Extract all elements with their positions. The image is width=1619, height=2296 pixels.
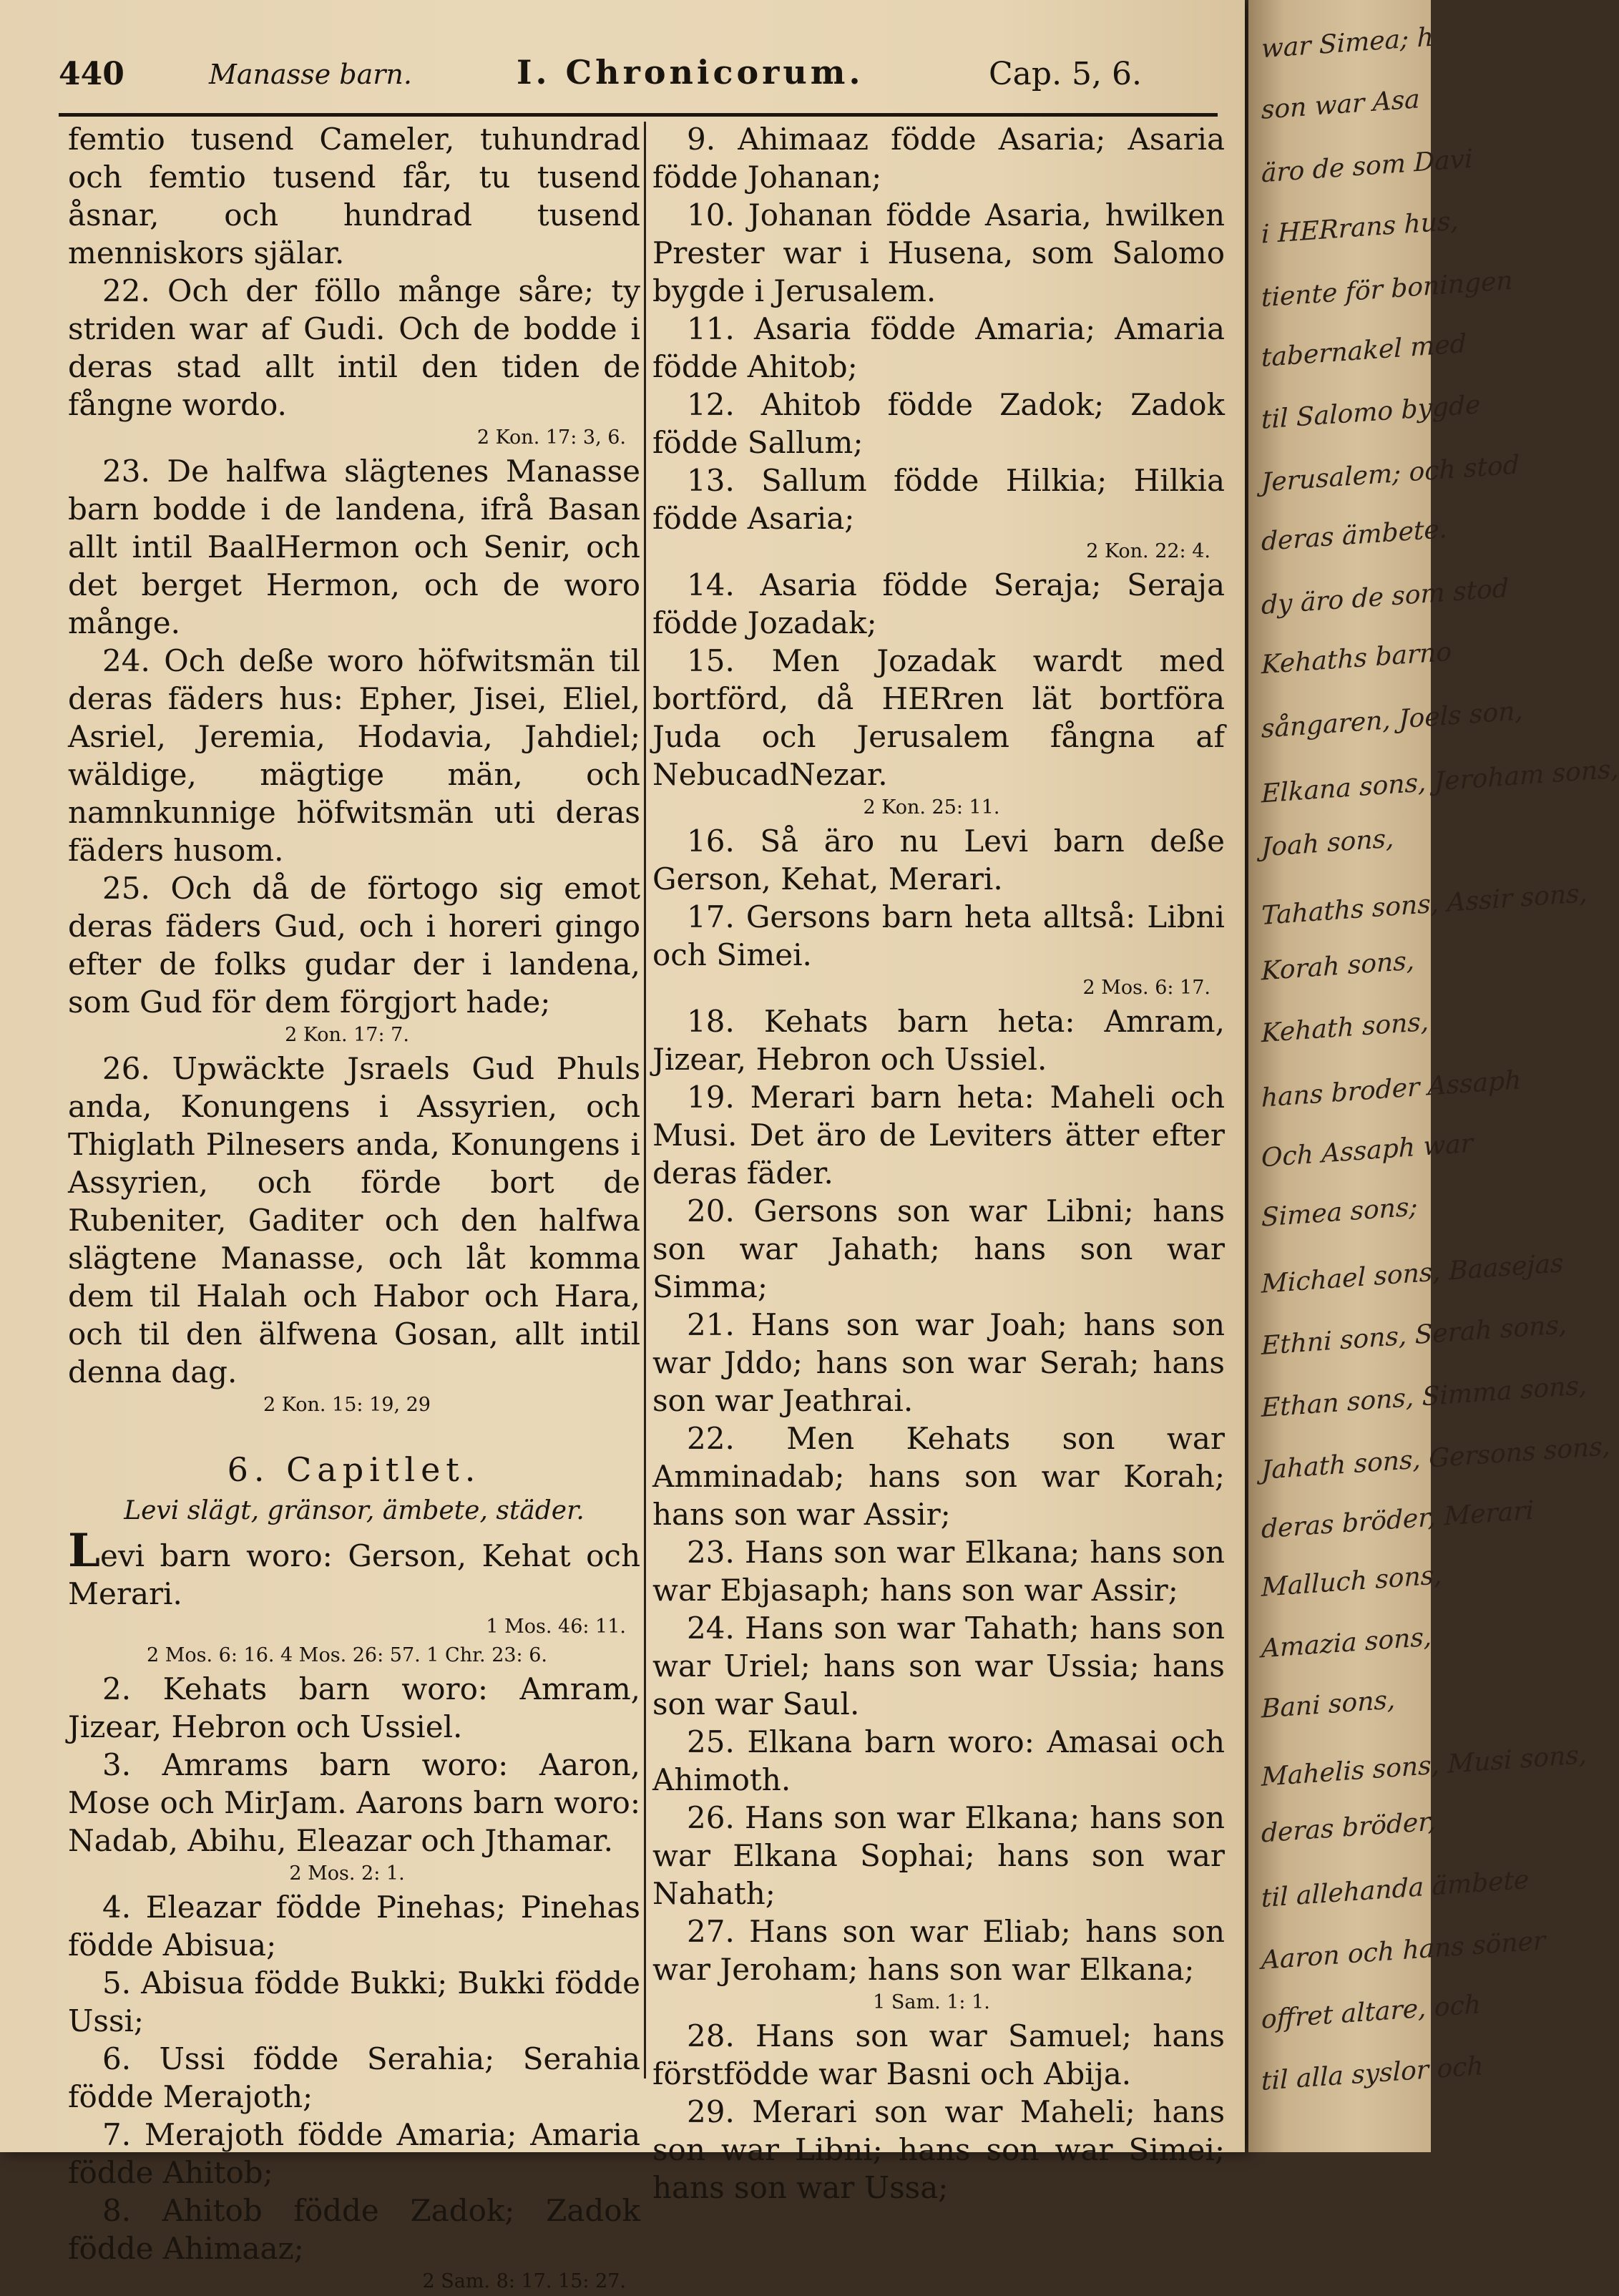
verse-17: 17. Gersons barn heta alltså: Libni och Simei. bbox=[652, 899, 1225, 972]
verse-5: 5. Abisua födde Bukki; Bukki födde Ussi; bbox=[68, 1965, 640, 2038]
verse-16: 16. Så äro nu Levi barn deße Gerson, Kehat, Merari. bbox=[652, 824, 1225, 897]
edge-text-line: äro de som Davi bbox=[1261, 144, 1473, 189]
edge-text-line: deras bröder, Merari bbox=[1261, 1495, 1534, 1545]
verse-12: 12. Ahitob födde Zadok; Zadok födde Sallum; bbox=[652, 387, 1225, 460]
edge-text-line: Ethan sons, Simma sons, bbox=[1261, 1371, 1588, 1423]
verse-14: 14. Asaria födde Seraja; Seraja födde Jozadak; bbox=[652, 567, 1225, 640]
edge-text-line: deras bröder, bbox=[1261, 1807, 1436, 1849]
edge-text-line: Jerusalem; och stod bbox=[1261, 450, 1520, 498]
left-column bbox=[68, 120, 640, 2296]
cross-reference: 2 Mos. 6: 16. 4 Mos. 26: 57. 1 Chr. 23: 6. bbox=[146, 1644, 547, 1666]
verse-23: 23. Hans son war Elkana; hans son war Ebjasaph; hans son war Assir; bbox=[652, 1535, 1225, 1608]
header-book-title: I. Chronicorum. bbox=[517, 53, 864, 92]
verse-1-text: evi barn woro: Gerson, Kehat och Merari. bbox=[68, 1538, 640, 1611]
verse-11: 11. Asaria födde Amaria; Amaria födde Ahitob; bbox=[652, 311, 1225, 384]
header-rule bbox=[59, 113, 1218, 117]
edge-text-line: til alla syslor och bbox=[1261, 2051, 1484, 2096]
verse-27: 27. Hans son war Eliab; hans son war Jeroham; hans son war Elkana; bbox=[652, 1914, 1225, 1987]
verse-text: femtio tusend Cameler, tuhundrad och femtio tusend får, tu tusend åsnar, och hundrad tusend menniskors själar. bbox=[68, 122, 640, 270]
cross-reference: 2 Kon. 22: 4. bbox=[1086, 540, 1210, 562]
chapter-title: 6. Capitlet. bbox=[227, 1450, 481, 1489]
verse-22: 22. Och der föllo månge såre; ty striden war af Gudi. Och de bodde i deras stad allt intil den tiden de fångne wordo. bbox=[68, 273, 640, 422]
edge-text-line: Mahelis sons, Musi sons, bbox=[1261, 1740, 1588, 1792]
verse-8: 8. Ahitob födde Zadok; Zadok födde Ahimaaz; bbox=[68, 2193, 640, 2266]
verse-7: 7. Merajoth födde Amaria; Amaria födde Ahitob; bbox=[68, 2117, 640, 2190]
edge-text-line: offret altare, och bbox=[1261, 1990, 1481, 2035]
verse-10: 10. Johanan födde Asaria, hwilken Prester war i Husena, som Salomo bygde i Jerusalem. bbox=[652, 197, 1225, 308]
verse-15: 15. Men Jozadak wardt med bortförd, då HERren lät bortföra Juda och Jerusalem fångna af NebucadNezar. bbox=[652, 643, 1225, 792]
running-header bbox=[59, 49, 1225, 106]
verse-24: 24. Och deße woro höfwitsmän til deras fäders hus: Epher, Jisei, Eliel, Asriel, Jeremia, Hodavia, Jahdiel; wäldige, mägtige män, och namnkunnige höfwitsmän uti deras fäders husom. bbox=[68, 643, 640, 868]
drop-capital: L bbox=[68, 1524, 100, 1578]
edge-text-line: til allehanda ämbete bbox=[1261, 1865, 1530, 1914]
verse-24: 24. Hans son war Tahath; hans son war Uriel; hans son war Ussia; hans son war Saul. bbox=[652, 1611, 1225, 1721]
cross-reference: 2 Kon. 25: 11. bbox=[863, 796, 1000, 819]
verse-9: 9. Ahimaaz födde Asaria; Asaria födde Johanan; bbox=[652, 122, 1225, 195]
edge-text-line: dy äro de som stod bbox=[1261, 573, 1509, 621]
verse-20: 20. Gersons son war Libni; hans son war Jahath; hans son war Simma; bbox=[652, 1193, 1225, 1304]
edge-text-line: Kehaths barno bbox=[1261, 637, 1452, 680]
cross-reference: 2 Mos. 6: 17. bbox=[1082, 977, 1210, 999]
edge-text-line: Tahaths sons, Assir sons, bbox=[1261, 879, 1588, 931]
verse-3: 3. Amrams barn woro: Aaron, Mose och MirJam. Aarons barn woro: Nadab, Abihu, Eleazar och Jthamar. bbox=[68, 1747, 640, 1858]
adjacent-page-edge bbox=[1248, 0, 1619, 2152]
edge-text-line: hans broder Assaph bbox=[1261, 1065, 1522, 1113]
edge-text-line: Malluch sons, bbox=[1261, 1560, 1442, 1603]
edge-text-line: tiente för boningen bbox=[1261, 265, 1513, 313]
edge-text-line: sångaren, Joels son, bbox=[1261, 696, 1523, 744]
verse-13: 13. Sallum födde Hilkia; Hilkia födde Asaria; bbox=[652, 463, 1225, 536]
edge-text-line: Jahath sons, Gersons sons, bbox=[1261, 1431, 1611, 1486]
page-number: 440 bbox=[59, 56, 124, 92]
verse-4: 4. Eleazar födde Pinehas; Pinehas födde Abisua; bbox=[68, 1890, 640, 1963]
verse-26: 26. Hans son war Elkana; hans son war Elkana Sophai; hans son war Nahath; bbox=[652, 1800, 1225, 1911]
verse-18: 18. Kehats barn heta: Amram, Jizear, Hebron och Ussiel. bbox=[652, 1004, 1225, 1077]
edge-text-line: war Simea; h bbox=[1261, 22, 1434, 64]
verse-25: 25. Och då de förtogo sig emot deras fäders Gud, och i horeri gingo efter de folks gudar der i landena, som Gud för dem förgjort hade; bbox=[68, 871, 640, 1020]
chapter-summary: Levi slägt, gränsor, ämbete, städer. bbox=[124, 1496, 584, 1525]
header-chapter-range: Cap. 5, 6. bbox=[989, 56, 1142, 92]
cross-reference: 2 Kon. 15: 19, 29 bbox=[263, 1394, 431, 1416]
column-divider bbox=[644, 122, 646, 2078]
verse-26: 26. Upwäckte Jsraels Gud Phuls anda, Konungens i Assyrien, och Thiglath Pilnesers anda, Konungens i Assyrien, och förde bort de Rubeniter, Gaditer och den halfwa slägtene Manasse, och låt komma dem til Halah och Habor och Hara, och til den älfwena Gosan, allt intil denna dag. bbox=[68, 1051, 640, 1389]
edge-text-line: Amazia sons, bbox=[1261, 1622, 1432, 1664]
verse-28: 28. Hans son war Samuel; hans förstfödde war Basni och Abija. bbox=[652, 2018, 1225, 2091]
cross-reference: 1 Sam. 1: 1. bbox=[873, 1991, 990, 2013]
edge-text-line: Korah sons, bbox=[1261, 946, 1415, 987]
verse-22: 22. Men Kehats son war Amminadab; hans son war Korah; hans son war Assir; bbox=[652, 1421, 1225, 1532]
edge-text-line: Aaron och hans söner bbox=[1261, 1926, 1546, 1975]
edge-text-line: deras ämbete. bbox=[1261, 514, 1448, 557]
cross-reference: 1 Mos. 46: 11. bbox=[486, 1616, 626, 1638]
edge-text-line: Michael sons, Baasejas bbox=[1261, 1249, 1564, 1299]
verse-2: 2. Kehats barn woro: Amram, Jizear, Hebron och Ussiel. bbox=[68, 1671, 640, 1744]
cross-reference: 2 Sam. 8: 17. 15: 27. bbox=[422, 2270, 626, 2292]
cross-reference: 2 Kon. 17: 7. bbox=[285, 1024, 409, 1046]
edge-text-line: Bani sons, bbox=[1261, 1685, 1396, 1724]
right-column bbox=[652, 120, 1225, 2207]
edge-text-line: Simea sons; bbox=[1261, 1192, 1418, 1233]
header-left-title: Manasse barn. bbox=[209, 59, 412, 90]
edge-text-line: tabernakel med bbox=[1261, 328, 1467, 373]
verse-21: 21. Hans son war Joah; hans son war Jddo; hans son war Serah; hans son war Jeathrai. bbox=[652, 1307, 1225, 1418]
edge-text-line: son war Asa bbox=[1261, 84, 1420, 125]
edge-text-line: Och Assaph war bbox=[1261, 1128, 1473, 1173]
cross-reference: 2 Mos. 2: 1. bbox=[289, 1862, 405, 1885]
verse-23: 23. De halfwa slägtenes Manasse barn bodde i de landena, ifrå Basan allt intil BaalHermon och Senir, och det berget Hermon, och de woro månge. bbox=[68, 454, 640, 640]
edge-text-line: Elkana sons, Jeroham sons, bbox=[1261, 754, 1619, 809]
cross-reference: 2 Kon. 17: 3, 6. bbox=[476, 426, 626, 449]
edge-text-line: Kehath sons, bbox=[1261, 1007, 1429, 1049]
verse-29: 29. Merari son war Maheli; hans son war Libni; hans son war Simei; hans son war Ussa; bbox=[652, 2094, 1225, 2205]
edge-text-line: Joah sons, bbox=[1261, 824, 1394, 863]
edge-text-line: Ethni sons, Serah sons, bbox=[1261, 1310, 1567, 1361]
verse-19: 19. Merari barn heta: Maheli och Musi. Det äro de Leviters ätter efter deras fäder. bbox=[652, 1080, 1225, 1191]
verse-6: 6. Ussi födde Serahia; Serahia födde Merajoth; bbox=[68, 2041, 640, 2114]
edge-text-line: til Salomo bygde bbox=[1261, 390, 1481, 435]
edge-text-line: i HERrans hus, bbox=[1261, 206, 1459, 250]
verse-25: 25. Elkana barn woro: Amasai och Ahimoth. bbox=[652, 1724, 1225, 1797]
verse-1 bbox=[68, 1524, 640, 1613]
